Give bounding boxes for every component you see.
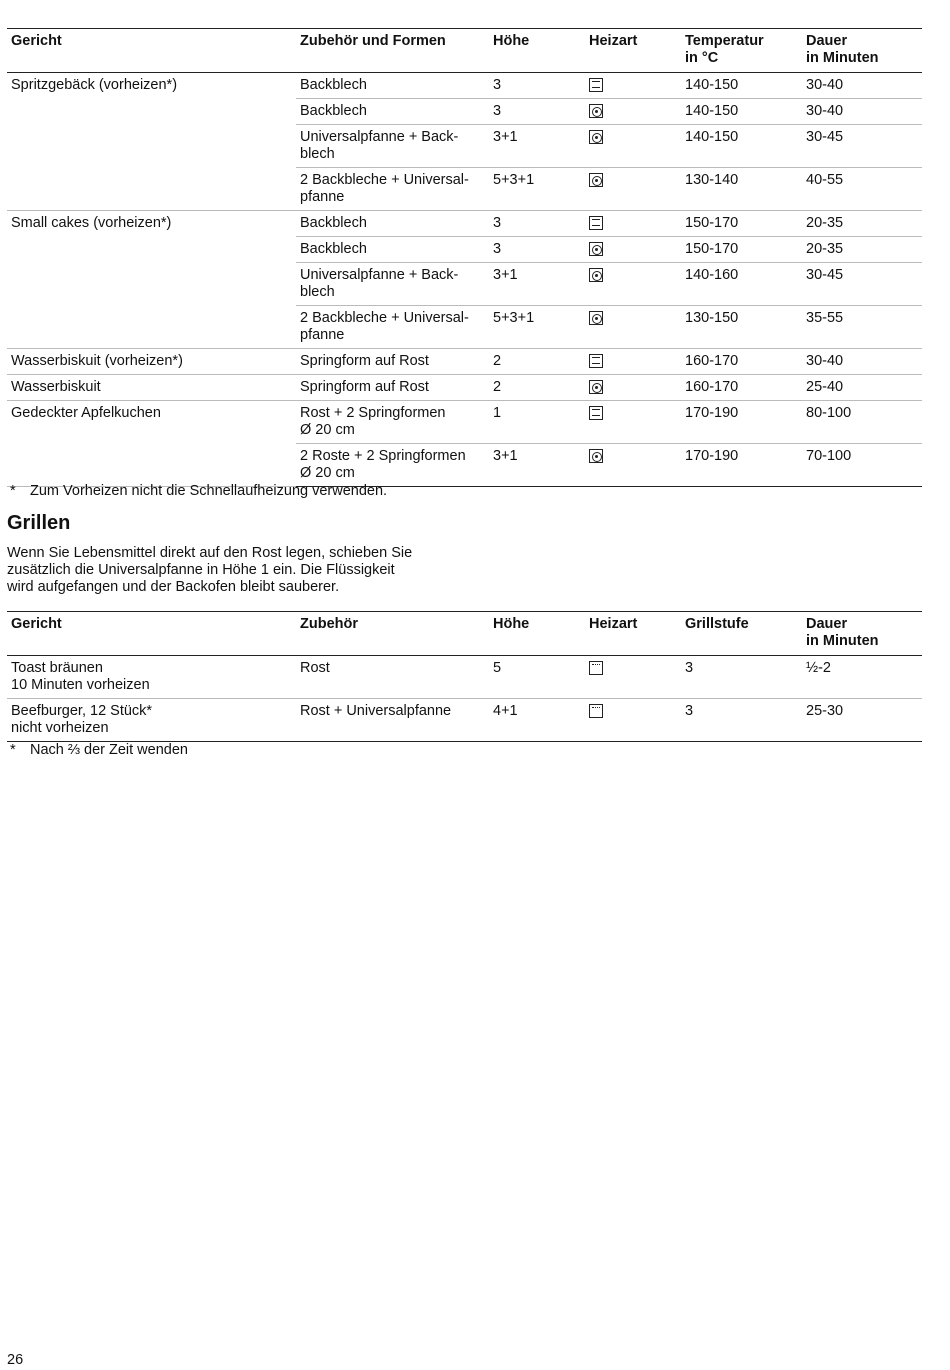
level-cell: 3 xyxy=(489,73,585,99)
level-cell: 3+1 xyxy=(489,444,585,487)
level-cell: 1 xyxy=(489,401,585,444)
dish-cell xyxy=(7,263,296,306)
footnote-star: * xyxy=(10,483,16,499)
accessory-cell: Backblech xyxy=(296,99,489,125)
temperature-cell: 150-170 xyxy=(681,211,802,237)
accessory-cell: Universalpfanne + Back- blech xyxy=(296,263,489,306)
topbottom-heat-icon xyxy=(589,406,603,420)
heizart-cell xyxy=(585,444,681,487)
section-title-grillen: Grillen xyxy=(7,512,71,534)
heizart-cell xyxy=(585,263,681,306)
duration-cell: 30-45 xyxy=(802,125,922,168)
hot-air-icon xyxy=(589,173,603,187)
duration-cell: 25-40 xyxy=(802,375,922,401)
temperature-cell: 140-150 xyxy=(681,125,802,168)
table-row xyxy=(7,699,922,742)
heizart-cell xyxy=(585,349,681,375)
heizart-cell xyxy=(585,306,681,349)
table-row xyxy=(7,656,922,699)
temperature-cell: 170-190 xyxy=(681,444,802,487)
accessory-cell: Rost xyxy=(296,656,489,699)
table-row xyxy=(7,211,922,237)
grill-footnote xyxy=(10,742,188,759)
hot-air-icon xyxy=(589,311,603,325)
table-row xyxy=(7,444,922,487)
level-cell: 5+3+1 xyxy=(489,168,585,211)
accessory-cell: Springform auf Rost xyxy=(296,349,489,375)
dish-cell xyxy=(7,444,296,487)
accessory-cell: 2 Roste + 2 Springformen Ø 20 cm xyxy=(296,444,489,487)
heizart-cell xyxy=(585,168,681,211)
heizart-cell xyxy=(585,211,681,237)
hot-air-icon xyxy=(589,380,603,394)
header-gericht: Gericht xyxy=(7,29,296,73)
temperature-cell: 160-170 xyxy=(681,375,802,401)
header-grillstufe: Grillstufe xyxy=(681,612,802,656)
level-cell: 3 xyxy=(489,99,585,125)
dish-cell xyxy=(7,168,296,211)
page-number: 26 xyxy=(7,1352,24,1368)
hot-air-icon xyxy=(589,130,603,144)
table-row xyxy=(7,73,922,99)
grill-stage-cell: 3 xyxy=(681,699,802,742)
header-gericht: Gericht xyxy=(7,612,296,656)
header-heizart: Heizart xyxy=(585,29,681,73)
header-hoehe: Höhe xyxy=(489,29,585,73)
accessory-cell: Rost + Universalpfanne xyxy=(296,699,489,742)
duration-cell: 35-55 xyxy=(802,306,922,349)
dish-cell: Spritzgebäck (vorheizen*) xyxy=(11,77,178,93)
hot-air-icon xyxy=(589,104,603,118)
duration-cell: 40-55 xyxy=(802,168,922,211)
table-row xyxy=(7,237,922,263)
temperature-cell: 140-150 xyxy=(681,73,802,99)
heizart-cell xyxy=(585,73,681,99)
heizart-cell xyxy=(585,401,681,444)
accessory-cell: 2 Backbleche + Universal- pfanne xyxy=(296,306,489,349)
accessory-cell: Rost + 2 Springformen Ø 20 cm xyxy=(296,401,489,444)
dish-cell: Gedeckter Apfelkuchen xyxy=(11,405,161,421)
temperature-cell: 170-190 xyxy=(681,401,802,444)
level-cell: 2 xyxy=(489,349,585,375)
table-row xyxy=(7,349,922,375)
header-heizart: Heizart xyxy=(585,612,681,656)
table-row xyxy=(7,306,922,349)
dish-cell: Toast bräunen 10 Minuten vorheizen xyxy=(7,656,296,699)
duration-cell: 20-35 xyxy=(802,211,922,237)
accessory-cell: Backblech xyxy=(296,73,489,99)
dish-cell xyxy=(7,237,296,263)
accessory-cell: Universalpfanne + Back- blech xyxy=(296,125,489,168)
temperature-cell: 140-150 xyxy=(681,99,802,125)
table-row xyxy=(7,401,922,444)
table-row xyxy=(7,99,922,125)
heizart-cell xyxy=(585,99,681,125)
hot-air-icon xyxy=(589,242,603,256)
accessory-cell: Backblech xyxy=(296,211,489,237)
temperature-cell: 140-160 xyxy=(681,263,802,306)
topbottom-heat-icon xyxy=(589,216,603,230)
topbottom-heat-icon xyxy=(589,354,603,368)
duration-cell: 30-40 xyxy=(802,349,922,375)
level-cell: 3+1 xyxy=(489,125,585,168)
header-temperatur: Temperatur in °C xyxy=(681,29,802,73)
heizart-cell xyxy=(585,656,681,699)
accessory-cell: 2 Backbleche + Universal- pfanne xyxy=(296,168,489,211)
heizart-cell xyxy=(585,125,681,168)
grill-intro: Wenn Sie Lebensmittel direkt auf den Rost legen, schieben Sie zusätzlich die Universalpfanne in Höhe 1 ein. Die Flüssigkeit wird aufgefangen und der Backofen bleibt sauberer. xyxy=(7,545,413,595)
dish-cell: Beefburger, 12 Stück* nicht vorheizen xyxy=(7,699,296,742)
temperature-cell: 130-150 xyxy=(681,306,802,349)
grill-table xyxy=(7,611,922,742)
duration-cell: 30-40 xyxy=(802,73,922,99)
grill-table-header xyxy=(7,612,922,656)
dish-cell xyxy=(7,125,296,168)
grill-icon xyxy=(589,661,603,675)
duration-cell: 20-35 xyxy=(802,237,922,263)
accessory-cell: Springform auf Rost xyxy=(296,375,489,401)
dish-cell xyxy=(7,99,296,125)
duration-cell: 30-45 xyxy=(802,263,922,306)
temperature-cell: 160-170 xyxy=(681,349,802,375)
header-zubehoer: Zubehör xyxy=(296,612,489,656)
duration-cell: 30-40 xyxy=(802,99,922,125)
level-cell: 3 xyxy=(489,237,585,263)
footnote-text: Zum Vorheizen nicht die Schnellaufheizung verwenden. xyxy=(30,483,388,499)
header-zubehoer: Zubehör und Formen xyxy=(296,29,489,73)
table-row xyxy=(7,375,922,401)
dish-cell xyxy=(7,306,296,349)
accessory-cell: Backblech xyxy=(296,237,489,263)
duration-cell: 80-100 xyxy=(802,401,922,444)
baking-footnote xyxy=(10,483,387,500)
footnote-star: * xyxy=(10,742,16,758)
header-dauer: Dauer in Minuten xyxy=(802,612,922,656)
level-cell: 5+3+1 xyxy=(489,306,585,349)
level-cell: 3+1 xyxy=(489,263,585,306)
heizart-cell xyxy=(585,237,681,263)
baking-table-header xyxy=(7,29,922,73)
temperature-cell: 150-170 xyxy=(681,237,802,263)
level-cell: 3 xyxy=(489,211,585,237)
table-row xyxy=(7,168,922,211)
grill-icon xyxy=(589,704,603,718)
duration-cell: ½-2 xyxy=(802,656,922,699)
topbottom-heat-icon xyxy=(589,78,603,92)
header-dauer: Dauer in Minuten xyxy=(802,29,922,73)
hot-air-icon xyxy=(589,268,603,282)
grill-stage-cell: 3 xyxy=(681,656,802,699)
table-row xyxy=(7,263,922,306)
dish-cell: Wasserbiskuit xyxy=(7,375,296,401)
temperature-cell: 130-140 xyxy=(681,168,802,211)
footnote-text: Nach ⅔ der Zeit wenden xyxy=(30,742,188,758)
header-hoehe: Höhe xyxy=(489,612,585,656)
hot-air-icon xyxy=(589,449,603,463)
duration-cell: 25-30 xyxy=(802,699,922,742)
level-cell: 2 xyxy=(489,375,585,401)
heizart-cell xyxy=(585,699,681,742)
dish-cell: Wasserbiskuit (vorheizen*) xyxy=(7,349,296,375)
level-cell: 5 xyxy=(489,656,585,699)
heizart-cell xyxy=(585,375,681,401)
dish-cell: Small cakes (vorheizen*) xyxy=(11,215,172,231)
table-row xyxy=(7,125,922,168)
grill-table-body xyxy=(7,656,922,742)
baking-table xyxy=(7,28,922,487)
duration-cell: 70-100 xyxy=(802,444,922,487)
baking-table-body xyxy=(7,73,922,487)
level-cell: 4+1 xyxy=(489,699,585,742)
